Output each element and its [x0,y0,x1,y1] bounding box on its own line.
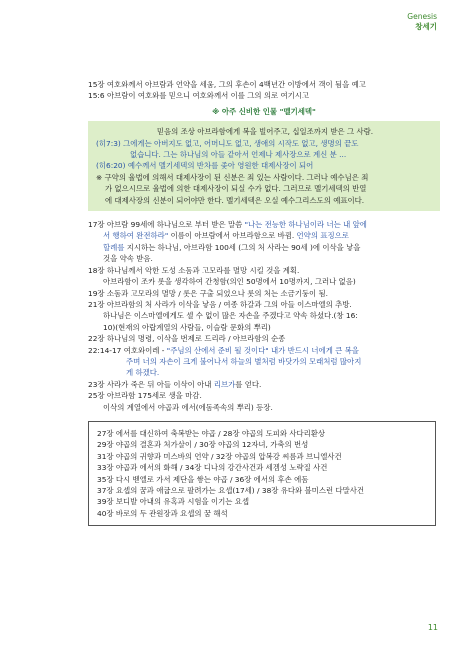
box-note-line: ※ 구약의 율법에 의해서 대제사장이 된 신분은 죄 있는 사람이다. 그러나 예수님은 죄 [96,172,369,182]
chapter-line: 21장 아브라함의 처 사라가 이삭을 낳음 / 여종 하갈과 그의 아들 이스마엘의 추방. [88,299,352,309]
chapter-line: 18장 하나님께서 악한 도성 소돔과 고모라를 멸망 시킬 것을 계획. [88,265,300,275]
highlight: 할례를 [103,242,125,252]
text: 22:14-17 여호와이레 - [88,345,167,355]
box-line: 믿음의 조상 아브라함에게 복을 빌어주고, 십일조까지 받은 그 사람. [156,127,374,137]
quote: 서 행하여 완전하라" [103,231,169,241]
ch22-line: 게 하겠다. [126,368,160,378]
chapter-line: 하나님은 이스마엘에게도 셀 수 없이 많은 자손을 주겠다고 약속 하셨다.(창 16: [103,311,358,321]
chapter-line: 아브라함이 조카 롯을 생각하여 간청함(의인 50명에서 10명까지, 그러나 없음) [103,277,356,287]
page-number: 11 [427,622,438,632]
ch17-line [88,242,440,253]
book-title-en: Genesis [407,12,437,21]
ch22-line: 주며 너의 자손이 크게 불어나서 하늘의 별처럼 바닷가의 모래처럼 많아지 [126,356,362,366]
chapter-line: 10)(현재의 아랍계열의 사람들, 이슬람 문화의 뿌리) [103,322,271,332]
quote: "주님의 산에서 준비 될 것이다" 내가 반드시 너에게 큰 복을 [166,345,359,355]
summary-line: 31장 야곱의 귀향과 미스바의 언약 / 32장 야곱의 압복강 씨름과 브니엘사건 [97,451,342,461]
text-line [88,90,440,101]
summary-line: 27장 에서를 대신하여 축복받는 야곱 / 28장 야곱의 도피와 사다리환상 [97,428,326,438]
quote: "나는 전능한 하나님이라 너는 내 앞에 [244,220,367,230]
callout-title: ※ 아주 신비한 인물 "멜기세덱" [212,106,316,116]
highlight: 리브가 [213,379,236,389]
verse-15-6: 15:6 아브람이 여호와를 믿으니 여호와께서 이를 그의 의로 여기시고 [88,91,310,101]
box-line: 없습니다. 그는 하나님의 아들 같아서 언제나 제사장으로 계신 분 ... [130,150,347,160]
text: 를 얻다. [235,379,262,389]
text: 17장 아브람 99세에 하나님으로 부터 받은 말씀 [88,220,245,230]
ch17-line: 것을 약속 받음. [103,254,153,264]
page-content [88,79,440,526]
ch22-line [88,345,440,356]
box-note-line: 가 없으시므로 율법에 의한 대제사장이 되실 수가 없다. 그러므로 멜기세덱의 반열 [105,184,367,194]
chapter-line: 19장 소돔과 고모라의 멸망 / 롯은 구출 되었으나 롯의 처는 소금기둥이 됨. [88,288,328,298]
chapter-summary-box [88,421,436,526]
box-note-line: 에 대제사장의 신분이 되어야만 한다. 멜기세덱은 오실 예수그리스도의 예표이다. [105,195,365,205]
highlight: 언약의 표징으로 [296,231,349,241]
chapter-line: 25장 아브라함 175세로 생을 마감. [88,391,202,401]
ch17-line [88,219,440,230]
text: 지시하는 하나님, 아브라함 100세 (그의 처 사라는 90세 )에 이삭을 낳을 [124,242,361,252]
ch23-line [88,379,440,390]
chapter-line: 이삭의 계열에서 야곱과 에서(에돔족속의 뿌리) 등장. [103,402,273,412]
text: 이름이 아브람에서 아브라함으로 바뀜. [168,231,297,241]
summary-line: 33장 야곱과 에서의 화해 / 34장 디나의 강간사건과 세겜성 노략질 사건 [97,463,328,473]
chapter-line: 22장 하나님의 명령, 이삭을 번제로 드리라 / 아브라함의 순종 [88,334,286,344]
box-line: (히7:3) 그에게는 아버지도 없고, 어머니도 없고, 생애의 시작도 없고, 생명의 끝도 [96,138,359,148]
summary-line: 35장 다시 벧엘로 가서 제단을 쌓는 야곱 / 36장 에서의 후손 에돔 [97,474,309,484]
summary-line: 29장 야곱의 결혼과 처가살이 / 30장 야곱의 12자녀, 가축의 번성 [97,440,309,450]
summary-line: 40장 바로의 두 관원장과 요셉의 꿈 해석 [97,508,228,518]
melchizedek-box [88,121,440,211]
box-line: (히6:20) 예수께서 멜기세덱의 반차를 좇아 영원한 대제사장이 되어 [96,161,314,171]
text: 23장 사라가 죽은 뒤 아들 이삭이 아내 [88,379,214,389]
page-header [407,12,437,32]
text-line: 15장 여호와께서 아브람과 언약을 세움, 그의 후손이 4백년간 이방에서 객이 됨을 예고 [88,80,366,89]
ch17-line [88,230,440,241]
summary-line: 39장 보디발 아내의 유혹과 시험을 이기는 요셉 [97,497,250,507]
summary-line: 37장 요셉의 꿈과 애굽으로 팔려가는 요셉(17세) / 38장 유다와 블미스런 다말사건 [97,486,365,495]
book-title-ko: 창세기 [415,22,437,31]
